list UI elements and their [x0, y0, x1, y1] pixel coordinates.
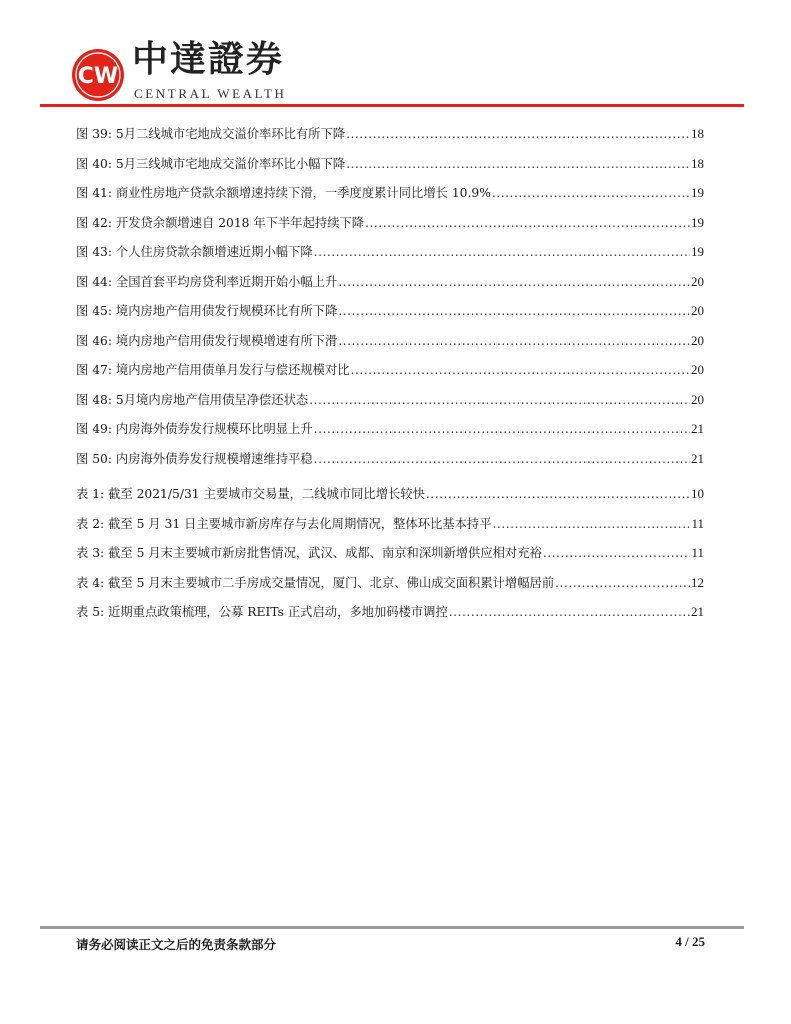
footer-divider	[40, 926, 744, 929]
toc-entry-label: 图 39: 5月二线城市宅地成交溢价率环比有所下降	[76, 127, 346, 141]
toc-entry-figure-43[interactable]	[76, 242, 704, 272]
brand-name-english: CENTRAL WEALTH	[134, 86, 287, 101]
toc-entry-label: 图 44: 全国首套平均房贷利率近期开始小幅上升	[76, 274, 338, 289]
toc-entry-table-1[interactable]	[76, 484, 704, 514]
page-indicator: 4 / 25	[675, 934, 705, 949]
toc-entry-label: 图 41: 商业性房地产贷款余额增速持续下滑，一季度度累计同比增长 10.9%	[76, 186, 491, 200]
toc-entry-figure-42[interactable]	[76, 213, 704, 243]
toc-entry-label: 图 47: 境内房地产信用债单月发行与偿还规模对比	[76, 363, 350, 377]
toc-entry-figure-46[interactable]	[76, 331, 704, 361]
dot-leader	[314, 422, 690, 436]
toc-entry-figure-44[interactable]	[76, 272, 704, 302]
toc-entry-label: 图 40: 5月三线城市宅地成交溢价率环比小幅下降	[76, 156, 346, 171]
dot-leader	[449, 605, 690, 619]
dot-leader	[351, 363, 690, 377]
dot-leader	[365, 216, 690, 230]
dot-leader	[346, 157, 690, 171]
toc-entry-page: 19	[691, 185, 704, 200]
toc-entry-figure-49[interactable]	[76, 419, 704, 449]
toc-entry-page: 11	[691, 515, 704, 531]
toc-entry-page: 20	[691, 362, 704, 377]
toc-entry-page: 18	[691, 126, 704, 141]
toc-entry-page: 20	[691, 303, 704, 318]
logo-mark-text: CW	[77, 64, 119, 89]
toc-entry-page: 19	[691, 214, 704, 230]
figures-toc	[76, 124, 704, 478]
footer-disclaimer: 请务必阅读正文之后的免责条款部分	[76, 937, 277, 952]
toc-entry-page: 21	[691, 421, 704, 436]
toc-entry-figure-50[interactable]	[76, 449, 704, 479]
toc-entry-table-2[interactable]	[76, 514, 704, 544]
dot-leader	[555, 576, 690, 590]
dot-leader	[492, 186, 690, 200]
dot-leader	[314, 245, 690, 259]
toc-entry-figure-45[interactable]	[76, 301, 704, 331]
toc-entry-label: 图 45: 境内房地产信用债发行规模环比有所下降	[76, 304, 338, 318]
toc-entry-label: 表 3: 截至 5 月末主要城市新房批售情况，武汉、成都、南京和深圳新增供应相对充裕	[76, 546, 542, 560]
toc-entry-page: 12	[691, 574, 704, 590]
dot-leader	[309, 393, 690, 407]
dot-leader	[314, 452, 690, 466]
central-wealth-logo-icon	[70, 47, 126, 103]
toc-entry-page: 20	[691, 273, 704, 289]
dot-leader	[346, 127, 690, 141]
toc-entry-figure-41[interactable]	[76, 183, 704, 213]
toc-entry-figure-47[interactable]	[76, 360, 704, 390]
toc-entry-label: 表 1: 截至 2021/5/31 主要城市交易量，二线城市同比增长较快	[76, 487, 425, 501]
tables-toc	[76, 484, 704, 632]
toc-entry-label: 图 46: 境内房地产信用债发行规模增速有所下滑	[76, 333, 338, 348]
dot-leader	[426, 487, 690, 501]
toc-entry-page: 11	[691, 545, 704, 560]
toc-entry-figure-39[interactable]	[76, 124, 704, 154]
toc-entry-label: 表 4: 截至 5 月末主要城市二手房成交量情况，厦门、北京、佛山成交面积累计增幅居前	[76, 575, 555, 590]
toc-entry-label: 图 43: 个人住房贷款余额增速近期小幅下降	[76, 245, 313, 259]
dot-leader	[338, 334, 690, 348]
toc-entry-label: 图 49: 内房海外债券发行规模环比明显上升	[76, 422, 313, 436]
dot-leader	[493, 517, 691, 531]
header-divider	[40, 104, 744, 107]
toc-entry-label: 图 42: 开发贷余额增速自 2018 年下半年起持续下降	[76, 215, 365, 230]
dot-leader	[338, 304, 690, 318]
toc-entry-page: 20	[691, 391, 704, 407]
toc-entry-page: 20	[691, 332, 704, 348]
toc-entry-label: 图 48: 5月境内房地产信用债呈净偿还状态	[76, 392, 309, 407]
toc-entry-page: 21	[691, 450, 704, 466]
toc-entry-figure-48[interactable]	[76, 390, 704, 420]
toc-entry-label: 图 50: 内房海外债券发行规模增速维持平稳	[76, 451, 313, 466]
toc-entry-table-5[interactable]	[76, 602, 704, 632]
toc-entry-page: 19	[691, 244, 704, 259]
dot-leader	[543, 546, 691, 560]
toc-entry-page: 10	[691, 486, 704, 501]
dot-leader	[338, 275, 690, 289]
toc-entry-label: 表 2: 截至 5 月 31 日主要城市新房库存与去化周期情况，整体环比基本持平	[76, 516, 492, 531]
toc-entry-page: 18	[691, 155, 704, 171]
toc-entry-label: 表 5: 近期重点政策梳理，公募 REITs 正式启动，多地加码楼市调控	[76, 605, 448, 619]
toc-entry-page: 21	[691, 604, 704, 619]
brand-name-chinese: 中達證券	[132, 39, 285, 80]
toc-entry-table-3[interactable]	[76, 543, 704, 573]
toc-entry-figure-40[interactable]	[76, 154, 704, 184]
toc-entry-table-4[interactable]	[76, 573, 704, 603]
